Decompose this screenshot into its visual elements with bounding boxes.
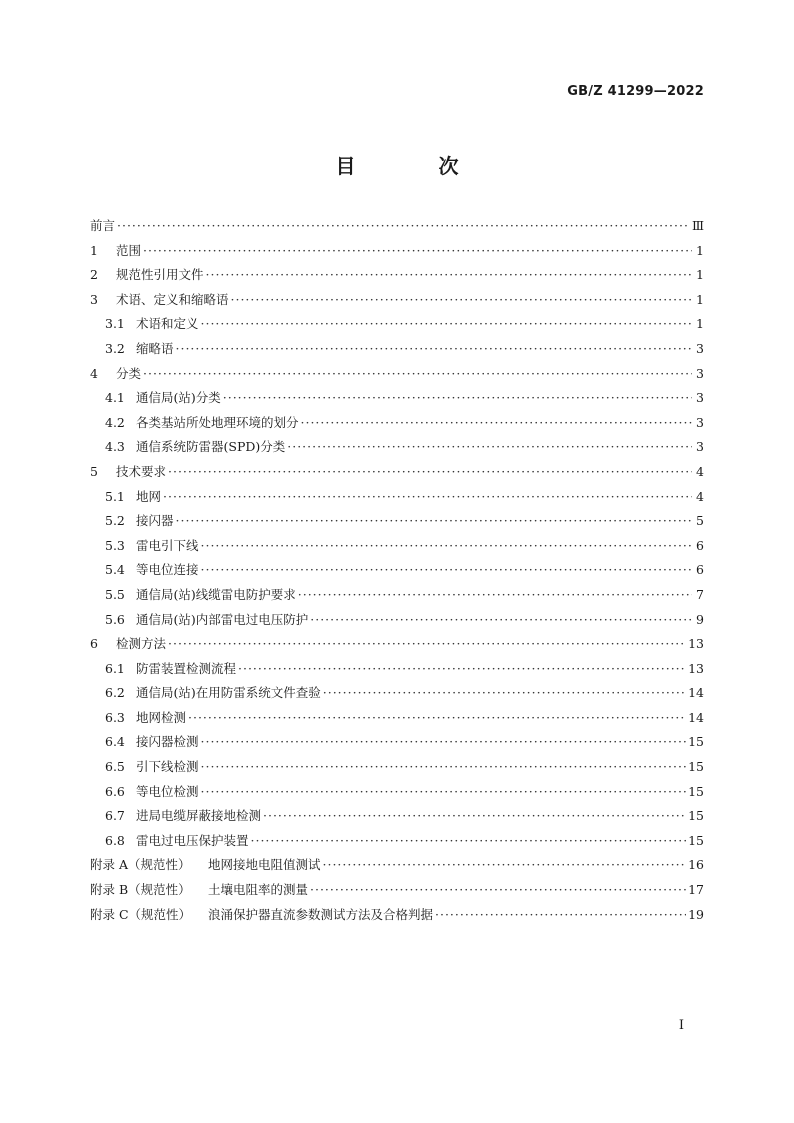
toc-entry[interactable]	[90, 214, 704, 239]
toc-entry[interactable]	[90, 460, 704, 485]
toc-entry-label: 范围	[116, 242, 142, 258]
toc-entry[interactable]	[90, 706, 704, 731]
standard-code: GB/Z 41299—2022	[567, 84, 704, 99]
toc-entry-number: 3.1	[105, 316, 125, 332]
toc-entry-number: 6.1	[105, 660, 125, 676]
toc-entry[interactable]	[90, 558, 704, 583]
toc-leader-dots	[143, 362, 692, 387]
toc-leader-dots	[223, 386, 692, 411]
toc-entry[interactable]	[90, 362, 704, 387]
toc-entry[interactable]	[90, 337, 704, 362]
toc-leader-dots	[310, 878, 686, 903]
toc-entry-label: 进局电缆屏蔽接地检测	[136, 808, 262, 824]
table-of-contents	[90, 214, 704, 927]
toc-entry[interactable]	[90, 657, 704, 682]
toc-entry[interactable]	[90, 608, 704, 633]
toc-entry-number: 5.6	[105, 611, 125, 627]
toc-entry-page: 9	[696, 611, 704, 627]
toc-entry-page: 3	[696, 414, 704, 430]
toc-entry[interactable]	[90, 263, 704, 288]
toc-entry[interactable]	[90, 632, 704, 657]
toc-entry-page: 19	[688, 906, 704, 922]
toc-entry[interactable]	[90, 853, 704, 878]
toc-entry[interactable]	[90, 534, 704, 559]
toc-leader-dots	[201, 534, 692, 559]
toc-entry-number: 6.7	[105, 808, 125, 824]
toc-entry-number: 4.2	[105, 414, 125, 430]
toc-entry[interactable]	[90, 681, 704, 706]
toc-entry-number: 4	[90, 365, 98, 381]
toc-leader-dots	[117, 214, 690, 239]
toc-entry-number: 5	[90, 463, 98, 479]
toc-entry-label: 缩略语	[136, 340, 174, 356]
toc-entry-page: 15	[688, 808, 704, 824]
toc-entry-number: 5.4	[105, 562, 125, 578]
toc-entry-page: 3	[696, 340, 704, 356]
toc-leader-dots	[168, 632, 686, 657]
toc-entry[interactable]	[90, 755, 704, 780]
toc-leader-dots	[263, 804, 686, 829]
toc-entry-number: 2	[90, 267, 98, 283]
toc-entry-label: 地网检测	[136, 709, 187, 725]
toc-entry-page: 16	[688, 857, 704, 873]
toc-entry[interactable]	[90, 312, 704, 337]
toc-leader-dots	[201, 312, 692, 337]
toc-entry-page: 7	[696, 586, 704, 602]
toc-entry-label: 雷电引下线	[136, 537, 199, 553]
toc-entry[interactable]	[90, 730, 704, 755]
toc-entry-label: 引下线检测	[136, 759, 199, 775]
toc-leader-dots	[168, 460, 692, 485]
toc-entry-label: 接闪器	[136, 513, 174, 529]
toc-leader-dots	[201, 730, 687, 755]
toc-entry-label: 防雷装置检测流程	[136, 660, 237, 676]
toc-entry[interactable]	[90, 829, 704, 854]
toc-entry-page: 14	[688, 685, 704, 701]
toc-entry-page: 15	[688, 832, 704, 848]
toc-entry[interactable]	[90, 903, 704, 928]
toc-entry[interactable]	[90, 411, 704, 436]
toc-entry-page: 3	[696, 390, 704, 406]
toc-entry-page: 4	[696, 463, 704, 479]
toc-leader-dots	[231, 288, 692, 313]
toc-entry-number: 6.4	[105, 734, 125, 750]
toc-entry-page: 6	[696, 562, 704, 578]
toc-entry-page: 3	[696, 365, 704, 381]
toc-entry-number: 附录 A（规范性）	[90, 857, 191, 873]
toc-leader-dots	[176, 509, 692, 534]
toc-entry-label: 检测方法	[116, 636, 167, 652]
toc-entry[interactable]	[90, 386, 704, 411]
toc-entry-label: 雷电过电压保护装置	[136, 832, 249, 848]
toc-leader-dots	[435, 903, 686, 928]
toc-entry[interactable]	[90, 509, 704, 534]
toc-leader-dots	[188, 706, 686, 731]
toc-entry-page: 15	[688, 734, 704, 750]
toc-entry-page: 4	[696, 488, 704, 504]
toc-entry[interactable]	[90, 780, 704, 805]
toc-leader-dots	[323, 681, 686, 706]
toc-entry-number: 1	[90, 242, 98, 258]
toc-leader-dots	[176, 337, 692, 362]
toc-entry-page: 17	[688, 882, 704, 898]
toc-entry-page: 5	[696, 513, 704, 529]
toc-entry-label: 前言	[90, 218, 116, 233]
toc-entry-number: 4.1	[105, 390, 125, 406]
toc-entry-page: 13	[688, 636, 704, 652]
toc-entry-label: 技术要求	[116, 463, 167, 479]
toc-entry-page: 15	[688, 759, 704, 775]
toc-entry-label: 规范性引用文件	[116, 267, 204, 283]
toc-entry[interactable]	[90, 878, 704, 903]
toc-entry-number: 6.3	[105, 709, 125, 725]
toc-entry-label: 接闪器检测	[136, 734, 199, 750]
toc-entry-label: 各类基站所处地理环境的划分	[136, 414, 299, 430]
toc-leader-dots	[287, 435, 692, 460]
toc-entry[interactable]	[90, 239, 704, 264]
toc-leader-dots	[201, 755, 687, 780]
toc-leader-dots	[206, 263, 692, 288]
toc-entry[interactable]	[90, 288, 704, 313]
toc-entry-number: 5.2	[105, 513, 125, 529]
toc-entry-label: 土壤电阻率的测量	[208, 882, 309, 898]
toc-leader-dots	[298, 583, 692, 608]
toc-entry-page: 1	[696, 316, 704, 332]
toc-leader-dots	[201, 558, 692, 583]
toc-entry-label: 通信局(站)内部雷电过电压防护	[136, 611, 309, 627]
toc-leader-dots	[201, 780, 687, 805]
page-number: Ⅰ	[678, 1018, 684, 1033]
toc-entry-page: 15	[688, 783, 704, 799]
toc-leader-dots	[143, 239, 692, 264]
toc-entry[interactable]	[90, 583, 704, 608]
toc-leader-dots	[251, 829, 687, 854]
toc-entry-label: 通信局(站)分类	[136, 390, 221, 406]
toc-entry-page: 1	[696, 291, 704, 307]
toc-entry-label: 等电位检测	[136, 783, 199, 799]
toc-leader-dots	[301, 411, 692, 436]
toc-entry-label: 等电位连接	[136, 562, 199, 578]
toc-entry-number: 5.5	[105, 586, 125, 602]
toc-leader-dots	[310, 608, 692, 633]
toc-entry-number: 5.1	[105, 488, 125, 504]
toc-entry-page: 1	[696, 242, 704, 258]
page-title: 目 次	[335, 154, 497, 178]
toc-entry-number: 5.3	[105, 537, 125, 553]
toc-entry-number: 3	[90, 291, 98, 307]
toc-entry-number: 6.8	[105, 832, 125, 848]
toc-entry-label: 通信局(站)在用防雷系统文件查验	[136, 685, 321, 701]
toc-entry-page: Ⅲ	[691, 218, 704, 233]
toc-entry-label: 浪涌保护器直流参数测试方法及合格判据	[208, 906, 434, 922]
toc-entry-number: 6.5	[105, 759, 125, 775]
toc-leader-dots	[323, 853, 687, 878]
toc-entry-label: 通信系统防雷器(SPD)分类	[136, 439, 286, 455]
toc-entry-label: 地网接地电阻值测试	[208, 857, 321, 873]
toc-entry-number: 6.6	[105, 783, 125, 799]
toc-entry-page: 3	[696, 439, 704, 455]
toc-entry[interactable]	[90, 485, 704, 510]
toc-entry[interactable]	[90, 435, 704, 460]
toc-entry-number: 6.2	[105, 685, 125, 701]
toc-entry-label: 地网	[136, 488, 162, 504]
toc-leader-dots	[163, 485, 692, 510]
toc-entry-page: 1	[696, 267, 704, 283]
toc-entry-label: 通信局(站)线缆雷电防护要求	[136, 586, 296, 602]
toc-entry-number: 附录 C（规范性）	[90, 906, 192, 922]
toc-entry-number: 6	[90, 636, 98, 652]
toc-entry-number: 3.2	[105, 340, 125, 356]
toc-entry-label: 术语、定义和缩略语	[116, 291, 229, 307]
toc-entry-label: 分类	[116, 365, 142, 381]
toc-entry[interactable]	[90, 804, 704, 829]
toc-entry-number: 附录 B（规范性）	[90, 882, 191, 898]
toc-entry-page: 13	[688, 660, 704, 676]
toc-entry-page: 6	[696, 537, 704, 553]
toc-entry-page: 14	[688, 709, 704, 725]
toc-entry-label: 术语和定义	[136, 316, 199, 332]
toc-leader-dots	[238, 657, 686, 682]
toc-entry-number: 4.3	[105, 439, 125, 455]
